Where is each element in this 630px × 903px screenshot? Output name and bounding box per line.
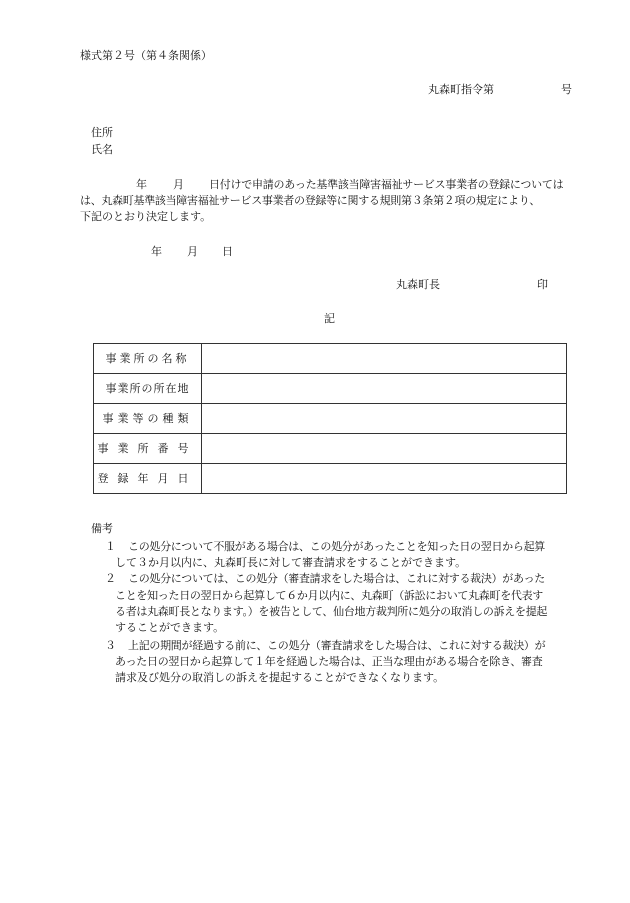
remark-line: 請求及び処分の取消しの訴えを提起することができなくなります。 [115,671,445,684]
info-table [93,343,567,494]
table-label: 事業所番号 [94,434,202,464]
table-row [94,374,567,404]
body-month: 月 [173,178,184,191]
table-value [202,464,567,494]
form-id: 様式第２号（第４条関係） [80,49,212,62]
date-day: 日 [222,245,233,258]
remark-line: あった日の翌日から起算して１年を経過した場合は、正当な理由がある場合を除き、審査 [115,655,543,668]
name-label: 氏名 [91,143,113,156]
issuer-seal: 印 [537,278,548,291]
table-row [94,404,567,434]
issuer-title: 丸森町長 [396,278,440,291]
remark-line: ことを知った日の翌日から起算して６か月以内に、丸森町（訴訟において丸森町を代表す [115,589,543,602]
remark-line: して３か月以内に、丸森町長に対して審査請求をすることができます。 [115,556,467,569]
body-line3: 下記のとおり決定します。 [80,210,212,223]
table-value [202,344,567,374]
ki-heading: 記 [324,312,335,325]
address-label: 住所 [91,126,113,139]
table-label: 事業所の名称 [94,344,202,374]
table-row [94,434,567,464]
table-value [202,434,567,464]
remark-line: この処分については、この処分（審査請求をした場合は、これに対する裁決）があった [128,572,545,585]
doc-number-prefix: 丸森町指令第 [428,83,494,96]
remark-line: 上記の期間が経過する前に、この処分（審査請求をした場合は、これに対する裁決）が [128,639,546,652]
remarks-heading: 備考 [91,522,113,535]
remark-number: ３ [105,639,116,652]
body-line1: 日付けで申請のあった基準該当障害福祉サービス事業者の登録については [209,178,564,191]
table-label: 事業等の種類 [94,404,202,434]
date-month: 月 [187,245,198,258]
remark-number: ２ [105,572,116,585]
table-row [94,464,567,494]
remark-line: することができます。 [115,621,225,634]
date-year: 年 [151,245,162,258]
remark-line: この処分について不服がある場合は、この処分があったことを知った日の翌日から起算 [128,540,545,553]
table-row [94,344,567,374]
remark-number: １ [105,540,116,553]
table-label: 事業所の所在地 [94,374,202,404]
table-label: 登録年月日 [94,464,202,494]
table-value [202,404,567,434]
remark-line: る者は丸森町長となります。）を被告として、仙台地方裁判所に処分の取消しの訴えを提起 [115,605,548,618]
body-year: 年 [136,178,147,191]
doc-number-suffix: 号 [561,83,572,96]
table-value [202,374,567,404]
body-line2: は、丸森町基準該当障害福祉サービス事業者の登録等に関する規則第３条第２項の規定により、 [80,194,541,207]
